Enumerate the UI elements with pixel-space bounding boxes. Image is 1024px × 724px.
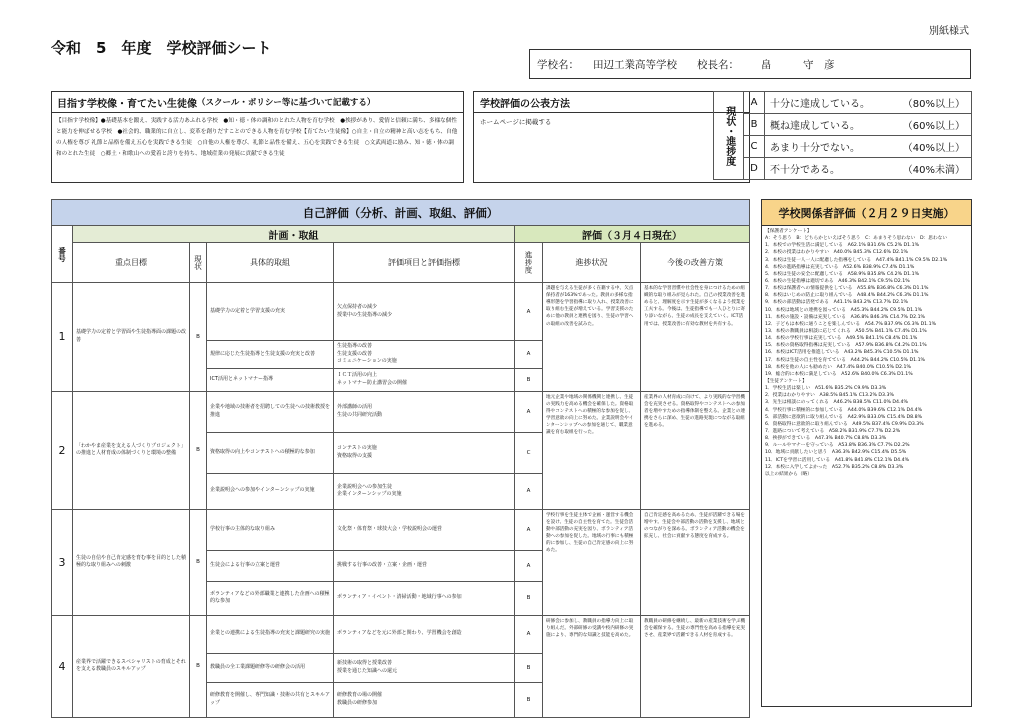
row-criteria: 生徒指導の改善 生徒支援の改善 コミュニケーションの実施 [334,341,515,369]
table-row [52,509,750,550]
row-progress: B [515,581,543,615]
col-target: 重点目標 [73,243,190,283]
scale-grade: A [744,92,765,114]
row-criteria: ボランティアなどを元に外部と関わり、学習機会を創造 [334,615,515,653]
row-action: 研修教育を開催し、専門知識・技術の共有とスキルアップ [207,682,334,717]
row-action: 規律に応じた生徒指導と生徒支援の充実と改善 [207,341,334,369]
row-progress: A [515,509,543,550]
row-criteria: 研修教育の場の開催 教職員の研修参加 [334,682,515,717]
row-action: ICT活用とネットマナー指導 [207,368,334,391]
principal-label: 校長名： [697,58,739,71]
school-info-box [529,49,971,79]
row-progress: A [515,550,543,581]
row-criteria: 新技術の取得と授業改善 授業を通じた知識への還元 [334,653,515,682]
row-criteria: 文化祭・体育祭・球技大会・学校説明会の運営 [334,509,515,550]
scale-item: 不十分である。 （40%未満） [765,158,972,180]
eval-header: 評価（３月４日現在） [515,226,750,243]
row-progress: A [515,283,543,341]
row-status: B [190,391,207,509]
publish-header: 学校評価の公表方法 [474,92,749,113]
row-progress: B [515,682,543,717]
row-progress: A [515,615,543,653]
row-criteria: ボランティア・イベント・清掃活動・地域行事への参加 [334,581,515,615]
ideal-body: 【目指す学校像】●基礎基本を鍛え、実践する活力あふれる学校 ●知・徳・体の調和のとれた人物を育む学校 ●挨拶があり、愛情と信頼に満ち、多様な個性と能力を伸ばせる学校 ●社会的、職業的に自立し、変革を創りだすことのできる人物を育む学校【育てたい生徒像】○自主・自立の精神と高い志をもち、自他の人権を尊び 礼節と品格を備え五心を実践できる生徒 ○自他の人権を尊び、礼節と品性を備え、五心を実践できる生徒 ○文武両道に励み、知・徳・体の調和のとれた生徒 ○郷土・和歌山への愛着と誇りを持ち、地域産業の発展に貢献できる生徒 [56,118,458,157]
row-criteria: 挑戦する行事の改善・立案・企画・運営 [334,550,515,581]
row-progress: A [515,391,543,432]
row-action: 企業説明会への参加やインターンシップの実施 [207,473,334,509]
scale-grade: C [744,136,765,158]
school-name: 田辺工業高等学校 [593,58,677,71]
scale-item: 十分に達成している。 （80%以上） [765,92,972,114]
row-state: 学校行事を生徒主体で企画・運営する機会を設け、生徒の自主性を育てた。生徒会活動や部活動の充実を図り、ボランティア活動への参加を促した。地域の行事にも積極的に参加し、生徒の自己肯定感の向上に努めた。 [543,509,641,615]
row-action: 企業や地域の技術者を招聘しての生徒への技術教授を推進 [207,391,334,432]
col-action: 具体的取組 [207,243,334,283]
self-eval-header: 自己評価（分析、計画、取組、評価） [52,200,750,226]
row-state: 課題を与える生徒が多く在籍する中、欠点保持者が163%であった。教員の多様な指導形態を学習指導に取り入れ、授業改善に取り組む生徒が増えている。学習支援のために他の教員と連携を図り、生徒の学習への取組の改善を試みた。 [543,283,641,392]
principal-name: 畠 守 彦 [761,58,835,71]
row-criteria: ＩＣＴ活用の向上 ネットマナー防止講習会の開催 [334,368,515,391]
row-criteria: 外部講師の活用 生徒の共同研究活動 [334,391,515,432]
plan-header: 計画・取組 [73,226,515,243]
scale-item: あまり十分でない。 （40%以上） [765,136,972,158]
row-criteria: 企業説明会への参加生徒 企業インターンシップの実施 [334,473,515,509]
row-plan: 自己肯定感を高めるため、生徒が活躍できる場を増やす。生徒会や部活動の活動を支援し、地域とのつながりを深める。ボランティア活動の機会を拡充し、社会に貢献する態度を育成する。 [641,509,750,615]
row-progress: A [515,341,543,369]
col-status: 現状 [190,243,207,283]
row-number: 2 [52,391,73,509]
scale-label: 現状・進捗度 [714,92,744,180]
row-action: 学校行事の主体的な取り組み [207,509,334,550]
table-row [52,391,750,432]
row-action: 生徒会による行事の立案と運営 [207,550,334,581]
scale-grade: D [744,158,765,180]
form-label: 別紙様式 [929,26,969,37]
ideal-box [51,91,464,183]
row-progress: C [515,432,543,473]
row-action: ボランティアなどの外部職業と連携した企画への積極的な参加 [207,581,334,615]
table-row [52,283,750,341]
row-state: 研修会に参加し、教職員の指導力向上に取り組んだ。外部研修の受講や校内研修の実施により、専門的な知識と技能を高めた。 [543,615,641,717]
row-plan: 産業界の人材育成に向けて、より実践的な学習機会を充実させる。資格取得やコンテストへの参加者を増やすための指導体制を整える。企業との連携をさらに深め、生徒の進路実現につながる取組を進める。 [641,391,750,509]
progress-scale-table [713,91,972,180]
col-progress: 進捗度 [515,243,543,283]
publish-body: ホームページに掲載する [480,118,552,126]
row-number: 3 [52,509,73,615]
col-criteria: 評価項目と評価指標 [334,243,515,283]
row-criteria: 欠点保持者の減少 授業中の生徒指導の減少 [334,283,515,341]
col-no: 番号 [52,226,73,283]
school-name-label: 学校名： [537,58,579,71]
col-state: 進捗状況 [543,243,641,283]
row-status: B [190,509,207,615]
ideal-header-note: （スクール・ポリシー等に基づいて記載する） [197,98,376,108]
row-action: 資格取得の向上やコンテストへの積極的な参加 [207,432,334,473]
row-status: B [190,283,207,392]
stakeholder-box [761,199,972,707]
row-action: 企業との連携による生徒指導の充実と課題研究の実施 [207,615,334,653]
row-progress: B [515,368,543,391]
row-number: 4 [52,615,73,717]
page-title: 令和 5 年度 学校評価シート [51,39,272,57]
row-action: 教職員の全工業課題研修等の研修会の活用 [207,653,334,682]
row-number: 1 [52,283,73,392]
row-status: B [190,615,207,717]
row-action: 基礎学力の定着と学習支援の充実 [207,283,334,341]
table-row [52,615,750,653]
scale-grade: B [744,114,765,136]
col-plan: 今後の改善方策 [641,243,750,283]
row-plan: 教職員の研修を継続し、最新の産業技術を学ぶ機会を確保する。生徒の専門性を高める指導を充実させ、産業界で活躍できる人材を育成する。 [641,615,750,717]
row-progress: A [515,473,543,509]
scale-item: 概ね達成している。 （60%以上） [765,114,972,136]
ideal-header: 目指す学校像・育てたい生徒像 [57,98,197,110]
stakeholder-header: 学校関係者評価（２月２９日実施） [762,200,971,226]
row-progress: B [515,653,543,682]
row-plan: 基本的な学習習慣や社会性を身につけるための組織的な取り組みが見られた。自己の授業改善を進めると、理解度を示す生徒が多くなるよう授業を工夫する。今後は、生徒指導でも一人ひとりに寄り添いながら、生徒の成長を支えていく。ICT活用では、授業改善に有効な教材を共有する。 [641,283,750,392]
row-target: 産業界で活躍できるスペシャリストの育成とそれを支える教職員のスキルアップ [73,615,190,717]
row-target: 基礎学力の定着と学習面や生徒指導面の課題の改善 [73,283,190,392]
publish-box [473,91,750,183]
stakeholder-body: 【保護者アンケート】 A：そう思う B：どちらかといえばそう思う C：あまりそう思わない D：思わない 1．本校での学校生活に満足している A62.1% B31.6% C5.2% D1.1% 2．本校の授業はわかりやすい A40.0% B45.3% C12.6% D2.1% 3．本校は生徒一人一人に配慮した指導をしている A47.4% B41.1% C9.5% D2.1% 4．本校の進路指導は充実している A52.6% B38.9% C7.4% D1.1% 5．本校は生徒の安全に配慮している A58.9% B35.8% C4.2% D1.1% 6．本校の生徒指導は適切である A46.3% B42.1% C9.5% D2.1% 7．本校は保護者への情報提供をしている A55.8% B36.8% C6.3% D1.1% 8．本校はいじめの防止に取り組んでいる A48.4% B44.2% C6.3% D1.1% 9．本校の部活動は活発である A41.1% B43.2% C13.7% D2.1% 10．本校は地域との連携を図っている A45.3% B44.2% C9.5% D1.1% 11．本校の施設・設備は充実している A36.8% B46.3% C14.7% D2.1% 12．子どもは本校に通うことを楽しんでいる A54.7% B37.9% C6.3% D1.1% 13．本校の教職員は相談に応じてくれる A50.5% B41.1% C7.4% D1.1% 14．本校の学校行事は充実している A49.5% B41.1% C8.4% D1.1% 15．本校の資格取得指導は充実している A57.9% B36.8% C4.2% D1.1% 16．本校はICT活用を推進している A43.2% B45.3% C10.5% D1.1% 17．本校は生徒の自主性を育てている A44.2% B44.2% C10.5% D1.1% 18．本校を他の人にも勧めたい A47.4% B40.0% C10.5% D2.1% 19．総合的に本校に満足している A52.6% B40.0% C6.3% D1.1% 【生徒アンケート】 1．学校生活は楽しい A51.6% B35.2% C9.9% D3.3% 2．授業はわかりやすい A38.5% B45.1% C13.2% D3.3% 3．先生は相談にのってくれる A46.2% B38.5% C11.0% D4.4% 4．学校行事に積極的に参加している A44.0% B39.6% C12.1% D4.4% 5．部活動に意欲的に取り組んでいる A42.9% B33.0% C15.4% D8.8% 6．資格取得に意欲的に取り組んでいる A49.5% B37.4% C9.9% D3.3% 7．進路について考えている A58.2% B31.9% C7.7% D2.2% 8．挨拶ができている A47.3% B40.7% C8.8% D3.3% 9．ルールやマナーを守っている A53.8% B36.3% C7.7% D2.2% 10．地域に貢献したいと思う A36.3% B42.9% C15.4% D5.5% 11．ICTを学習に活用している A41.8% B41.8% C12.1% D4.4% 12．本校に入学してよかった A52.7% B35.2% C8.8% D3.3% 以上の結果から（略） [765,229,948,477]
row-target: 「わかやま産業を支える人づくりプロジェクト」の推進と人材育成の体制づくりと環境の整備 [73,391,190,509]
self-eval-table [51,199,750,718]
row-criteria: コンテストの実施 資格取得の支援 [334,432,515,473]
row-target: 生徒の自信や自己肯定感を育む事を目的とした積極的な取り組みへの刺激 [73,509,190,615]
row-state: 地元企業や地域の関係機関と連携し、生徒の実践力を高める機会を確保した。資格取得やコンテストへの積極的な参加を促し、学習意欲の向上に努めた。企業説明会やインターンシップへの参加を通じて、職業意識を育む取組を行った。 [543,391,641,509]
